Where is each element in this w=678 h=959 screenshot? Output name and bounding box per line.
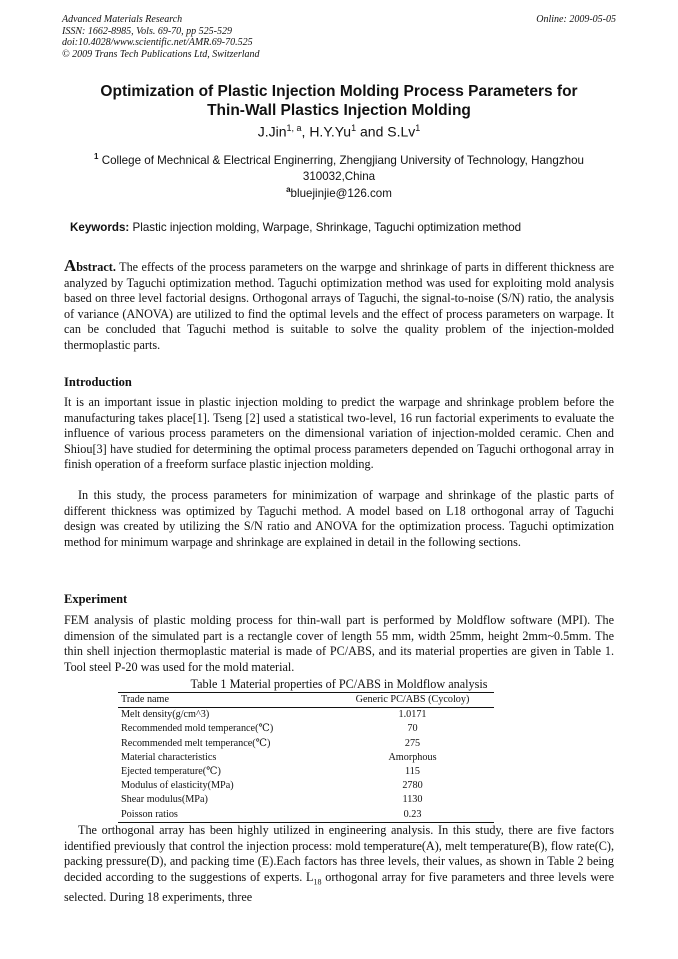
table-cell-label: Shear modulus(MPa) (121, 794, 208, 806)
affiliation-marker: 1 (94, 152, 99, 161)
title-line-1: Optimization of Plastic Injection Molding Process Parameters for (100, 83, 578, 100)
author-3-affil: 1 (415, 123, 421, 133)
author-conjunction: and (360, 123, 384, 140)
abstract-label: bstract. (76, 260, 116, 274)
affiliation-line-1: College of Mechnical & Electrical Enginerring, Zhengjiang University of Technology, Hangzhou (101, 153, 584, 167)
table-cell-value: 70 (407, 723, 418, 735)
copyright-line: © 2009 Trans Tech Publications Ltd, Switzerland (62, 48, 260, 60)
table-cell-value: 1.0171 (398, 709, 427, 721)
email-marker: a (286, 185, 291, 194)
table-cell-value: Amorphous (388, 751, 437, 763)
keywords-label: Keywords: (70, 221, 130, 234)
keywords (70, 221, 521, 234)
table-header-row (118, 693, 494, 708)
experiment-paragraph-2 (64, 823, 614, 905)
introduction-paragraph-1: It is an important issue in plastic injection molding to predict the warpage and shrinkage problem before the manufacturing takes place[1]. Tseng [2] used a statistical two-level, 16 run factorial experiments to evaluate the influence of various process parameters on the dimensional variation of injection-molded ceramic. Chen and Shiou[3] have studied for determining the optimal process parameters depended on Taguchi orthogonal array in finish operation of a freeform surface plastic injection molding. (64, 395, 614, 472)
table-cell-label: Melt density(g/cm^3) (121, 709, 210, 721)
table-header-value: Generic PC/ABS (Cycoloy) (331, 693, 494, 708)
issn-line: ISSN: 1662-8985, Vols. 69-70, pp 525-529 (62, 25, 232, 37)
paper-title (40, 82, 638, 120)
abstract-drop-cap: A (64, 256, 77, 275)
email-address: bluejinjie@126.com (290, 186, 392, 200)
table-row (118, 808, 494, 823)
author-email (40, 185, 638, 200)
table-cell-label: Recommended mold temperance(℃) (121, 723, 274, 735)
experiment-paragraph-2-part-b: orthogonal array for five parameters and three levels were selected. During 18 experiments, three (64, 869, 614, 904)
table-cell-label: Ejected temperature(℃) (121, 766, 221, 778)
online-date: Online: 2009-05-05 (536, 14, 616, 25)
table-row (118, 765, 494, 779)
table-cell-value: 115 (405, 766, 420, 778)
author-2-affil: 1 (351, 123, 357, 133)
experiment-heading: Experiment (64, 592, 128, 606)
introduction-paragraph-2: In this study, the process parameters for minimization of warpage and shrinkage of the plastic parts of different thickness was optimized by Taguchi method. A model based on L18 orthogonal array of Taguchi design was created by utilizing the S/N ratio and ANOVA for the optimization process. Taguchi optimization method for minimum warpage and shrinkage are explained in detail in the following sections. (64, 488, 614, 549)
abstract (64, 258, 614, 354)
table-cell-value: 0.23 (403, 808, 422, 820)
table-cell-label: Recommended melt temperance(℃) (121, 737, 271, 749)
table-cell-value: 1130 (402, 794, 423, 806)
table-row (118, 751, 494, 765)
abstract-text: The effects of the process parameters on the warpge and shrinkage of parts in different thickness are analyzed by Taguchi optimization method. Taguchi optimization method was used for exploiting mold analysis based on three level factorial designs. Orthogonal arrays of Taguchi, the signal-to-noise (S/N) ratio, the analysis of variance (ANOVA) are utilized to find the optimal levels and the effect of process parameters on warpage. It can be concluded that Taguchi method is suitable to solve the quality problem of the injection-molded thermoplastic parts. (64, 260, 615, 352)
table-cell-label: Poisson ratios (121, 808, 178, 820)
l18-subscript: 18 (313, 877, 322, 887)
table-cell-value: 2780 (402, 780, 423, 792)
table-1-caption: Table 1 Material properties of PC/ABS in Moldflow analysis (190, 677, 488, 691)
table-row (118, 737, 494, 751)
author-1: J.Jin (257, 123, 287, 140)
author-3: S.Lv (387, 123, 416, 140)
table-1 (118, 692, 494, 823)
table-row (118, 708, 494, 723)
experiment-paragraph-2-part-a: The orthogonal array has been highly utilized in engineering analysis. In this study, there are five factors identified previously that control the injection process: mold temperature(A), melt temperature(B), flow rate(C), packing pressure(D), and packing time (E).Each factors has three levels, their values, as shown in Table 2 being decided according to the suggestions of experts. L (64, 823, 614, 884)
affiliation (62, 149, 616, 186)
keywords-text: Plastic injection molding, Warpage, Shrinkage, Taguchi optimization method (132, 221, 522, 234)
experiment-paragraph-1: FEM analysis of plastic molding process for thin-wall part is performed by Moldflow software (MPI). The dimension of the simulated part is a rectangle cover of length 55 mm, width 25mm, height 2mm~0.5mm. The thin shell injection thermoplastic material is made of PC/ABS, and its material properties are given in Table 1. Tool steel P-20 was used for the mold material. (64, 613, 614, 674)
table-row (118, 779, 494, 793)
table-cell-value: 275 (404, 737, 421, 749)
title-line-2: Thin-Wall Plastics Injection Molding (207, 102, 471, 119)
author-list: J.Jin$^{1, a}$, H.Y.Yu$^1$ and S.Lv$^1$ (257, 123, 421, 140)
table-cell-label: Material characteristics (121, 751, 217, 763)
journal-name: Advanced Materials Research (62, 14, 183, 25)
introduction-heading: Introduction (64, 375, 132, 389)
table-cell-label: Modulus of elasticity(MPa) (121, 780, 234, 792)
author-1-affil: 1, a (286, 123, 302, 133)
affiliation-line-2: 310032,China (302, 170, 376, 184)
doi-line: doi:10.4028/www.scientific.net/AMR.69-70.525 (62, 37, 253, 48)
journal-header (62, 14, 260, 60)
author-2: H.Y.Yu (309, 123, 352, 140)
table-row (118, 793, 494, 807)
table-header-label: Trade name (118, 693, 331, 708)
table-row (118, 722, 494, 736)
